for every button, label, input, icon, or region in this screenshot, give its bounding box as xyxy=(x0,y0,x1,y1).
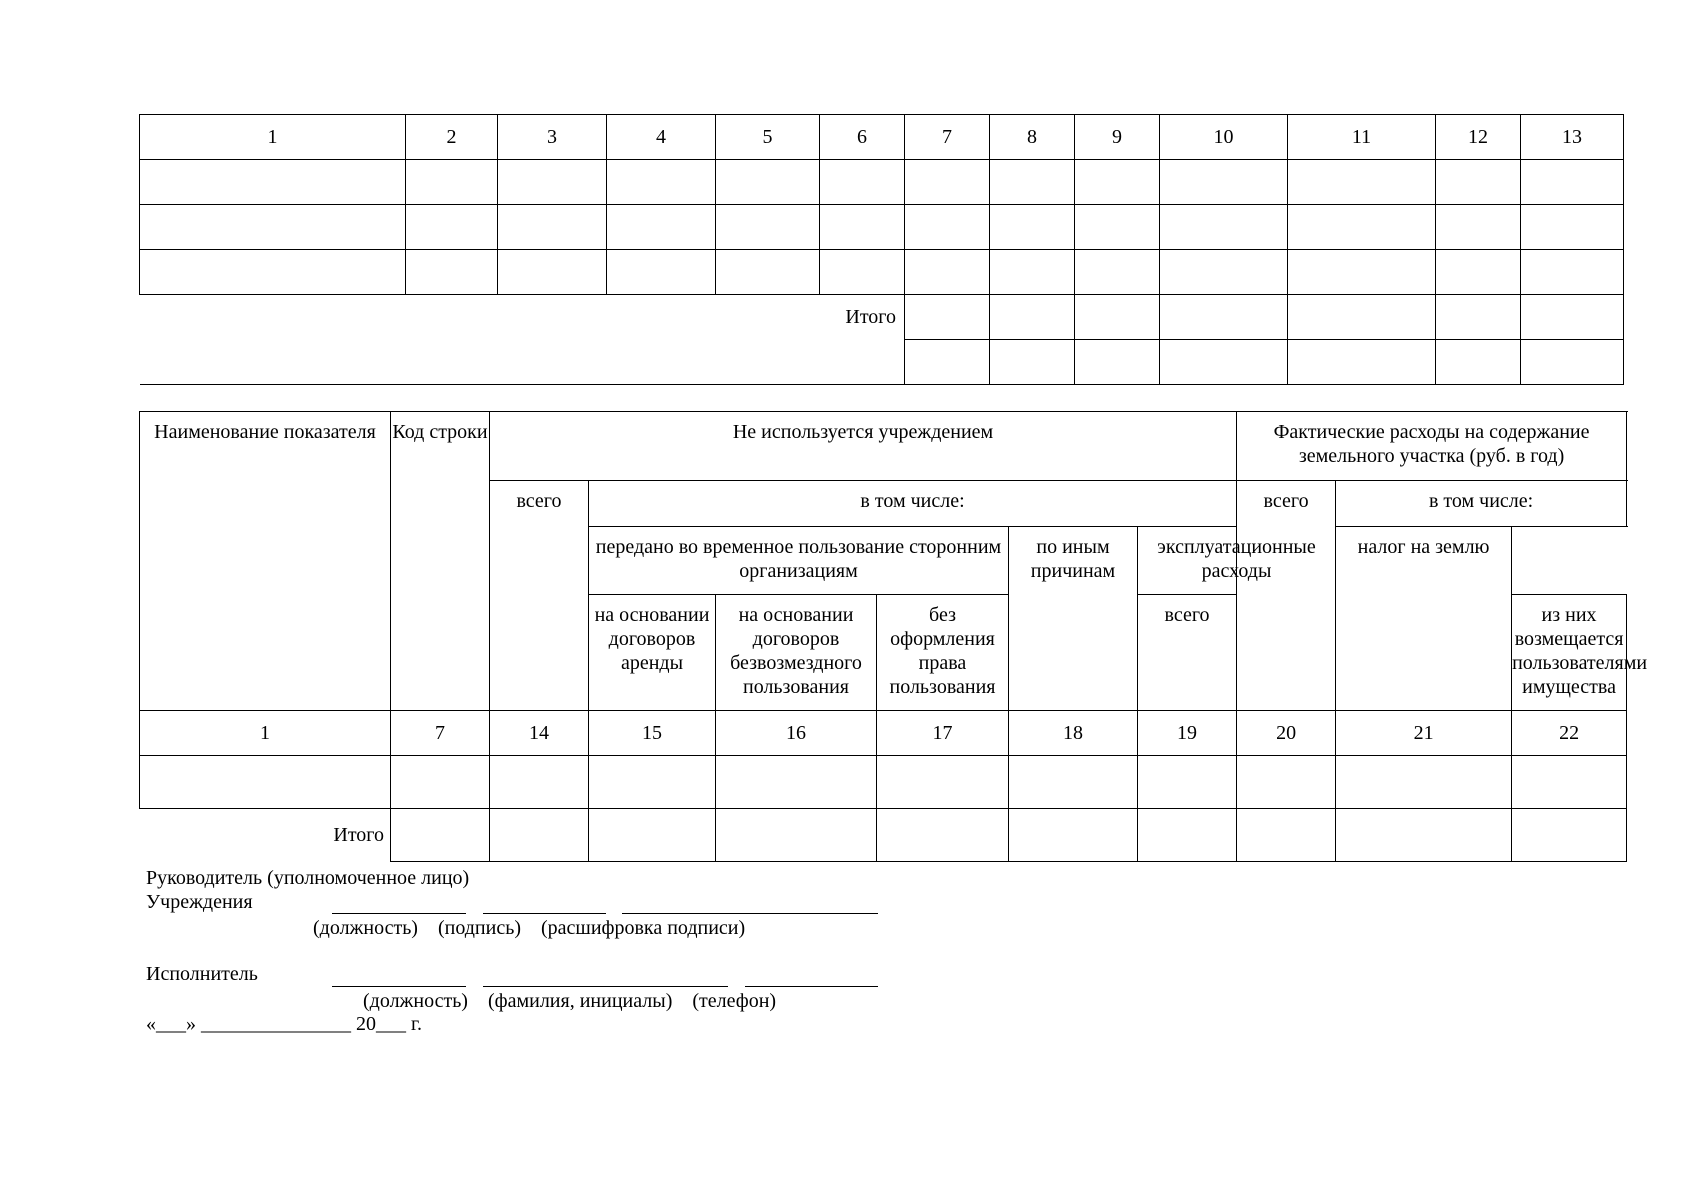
table-cell[interactable] xyxy=(820,160,905,205)
table-cell[interactable] xyxy=(607,205,716,250)
executor-position-line[interactable] xyxy=(332,986,466,987)
col-number: 1 xyxy=(140,711,391,756)
table-cell[interactable] xyxy=(140,756,391,809)
total-label: Итого xyxy=(333,824,384,847)
table-cell[interactable] xyxy=(1138,756,1237,809)
col-number: 12 xyxy=(1436,115,1521,160)
table-cell[interactable] xyxy=(905,160,990,205)
table-cell[interactable] xyxy=(1009,756,1138,809)
table-cell[interactable] xyxy=(406,205,498,250)
table-cell[interactable] xyxy=(140,160,406,205)
col-number: 22 xyxy=(1512,711,1627,756)
table-row xyxy=(140,160,1624,205)
table-cell[interactable] xyxy=(1288,205,1436,250)
head-position-line[interactable] xyxy=(332,913,466,914)
head-captions: (должность) (подпись) (расшифровка подписи) xyxy=(313,917,746,939)
total-cell[interactable] xyxy=(905,295,990,340)
col-number: 21 xyxy=(1336,711,1512,756)
table-cell[interactable] xyxy=(490,756,589,809)
upper-table xyxy=(139,114,1624,385)
col-number: 3 xyxy=(498,115,607,160)
head-institution: Учреждения xyxy=(146,891,253,913)
table-cell[interactable] xyxy=(1436,160,1521,205)
header-operating-expenses: эксплуатационные расходы xyxy=(1138,527,1336,595)
total-row xyxy=(140,809,1627,862)
date-line: «___» _______________ 20___ г. xyxy=(146,1013,422,1035)
table-cell[interactable] xyxy=(1237,756,1336,809)
total-cell[interactable] xyxy=(1521,295,1624,340)
col-number: 10 xyxy=(1160,115,1288,160)
col-number: 2 xyxy=(406,115,498,160)
col-number: 19 xyxy=(1138,711,1237,756)
table-cell[interactable] xyxy=(716,160,820,205)
total-cell[interactable] xyxy=(1436,340,1521,385)
table-cell[interactable] xyxy=(140,250,406,295)
total-cell[interactable] xyxy=(1075,340,1160,385)
col-number: 6 xyxy=(820,115,905,160)
column-number-row xyxy=(140,711,1627,756)
header-unused: Не используется учреждением xyxy=(490,412,1237,481)
header-total: всего xyxy=(1237,481,1336,711)
header-indicator-name: Наименование показателя xyxy=(140,412,391,711)
table-cell[interactable] xyxy=(1436,250,1521,295)
table-cell[interactable] xyxy=(498,205,607,250)
header-row-code: Код строки xyxy=(391,412,490,711)
total-label: Итого xyxy=(845,306,896,329)
col-number: 5 xyxy=(716,115,820,160)
total-cell[interactable] xyxy=(490,809,589,862)
col-number: 4 xyxy=(607,115,716,160)
table-cell[interactable] xyxy=(1075,160,1160,205)
header-land-tax: налог на землю xyxy=(1336,527,1512,711)
col-number: 20 xyxy=(1237,711,1336,756)
header-free-use: на основании договоров безвозмездного пользования xyxy=(716,595,877,711)
col-number: 9 xyxy=(1075,115,1160,160)
header-op-total: всего xyxy=(1138,595,1237,711)
table-cell[interactable] xyxy=(1512,756,1627,809)
table-cell[interactable] xyxy=(716,250,820,295)
total-cell[interactable] xyxy=(1288,340,1436,385)
header-row-1 xyxy=(140,412,1627,481)
table-cell[interactable] xyxy=(498,250,607,295)
table-cell[interactable] xyxy=(905,250,990,295)
total-cell[interactable] xyxy=(1436,295,1521,340)
table-cell[interactable] xyxy=(1160,205,1288,250)
header-reimbursed: из них возмещается пользователями имущества xyxy=(1512,595,1627,711)
executor-name-line[interactable] xyxy=(483,986,728,987)
table-cell[interactable] xyxy=(140,205,406,250)
table-cell[interactable] xyxy=(1075,205,1160,250)
table-cell[interactable] xyxy=(1160,250,1288,295)
table-cell[interactable] xyxy=(990,250,1075,295)
col-number: 18 xyxy=(1009,711,1138,756)
col-number: 17 xyxy=(877,711,1009,756)
table-cell[interactable] xyxy=(498,160,607,205)
table-cell[interactable] xyxy=(1521,160,1624,205)
table-cell[interactable] xyxy=(905,205,990,250)
table-cell[interactable] xyxy=(820,205,905,250)
total-cell[interactable] xyxy=(1138,809,1237,862)
header-no-docs: без оформления права пользования xyxy=(877,595,1009,711)
head-title: Руководитель (уполномоченное лицо) xyxy=(146,867,470,889)
head-name-line[interactable] xyxy=(622,913,878,914)
total-cell[interactable] xyxy=(1075,295,1160,340)
table-cell[interactable] xyxy=(716,756,877,809)
table-row xyxy=(140,205,1624,250)
executor-phone-line[interactable] xyxy=(745,986,878,987)
col-number: 8 xyxy=(990,115,1075,160)
total-cell[interactable] xyxy=(905,340,990,385)
table-cell[interactable] xyxy=(1160,160,1288,205)
header-other-reasons: по иным причинам xyxy=(1009,527,1138,711)
table-cell[interactable] xyxy=(1521,250,1624,295)
table-cell[interactable] xyxy=(1288,160,1436,205)
executor-captions: (должность) (фамилия, инициалы) (телефон) xyxy=(363,990,777,1012)
total-cell[interactable] xyxy=(1288,295,1436,340)
total-row xyxy=(140,295,1624,340)
executor-label: Исполнитель xyxy=(146,963,258,985)
header-including: в том числе: xyxy=(589,481,1237,527)
total-cell[interactable] xyxy=(391,809,490,862)
lower-table xyxy=(139,411,1648,862)
header-total: всего xyxy=(490,481,589,711)
total-cell[interactable] xyxy=(1521,340,1624,385)
table-cell[interactable] xyxy=(1521,205,1624,250)
head-signature-line[interactable] xyxy=(483,913,606,914)
bottom-rule xyxy=(140,340,905,385)
total-cell[interactable] xyxy=(1160,340,1288,385)
col-number: 7 xyxy=(391,711,490,756)
table-cell[interactable] xyxy=(607,160,716,205)
header-expenses: Фактические расходы на содержание земельного участка (руб. в год) xyxy=(1237,412,1627,481)
header-transferred: передано во временное пользование сторонним организациям xyxy=(589,527,1009,595)
table-row xyxy=(140,250,1624,295)
table-row xyxy=(140,756,1627,809)
table-cell[interactable] xyxy=(1075,250,1160,295)
total-cell[interactable] xyxy=(877,809,1009,862)
total-cell[interactable] xyxy=(1160,295,1288,340)
table-cell[interactable] xyxy=(589,756,716,809)
table-cell[interactable] xyxy=(990,205,1075,250)
col-number: 15 xyxy=(589,711,716,756)
total-cell[interactable] xyxy=(1009,809,1138,862)
table-cell[interactable] xyxy=(406,250,498,295)
total-row-2 xyxy=(140,340,1624,385)
header-including: в том числе: xyxy=(1336,481,1627,527)
col-number: 14 xyxy=(490,711,589,756)
table-cell[interactable] xyxy=(406,160,498,205)
table-cell[interactable] xyxy=(990,160,1075,205)
total-cell[interactable] xyxy=(990,295,1075,340)
table-cell[interactable] xyxy=(1336,756,1512,809)
table-cell[interactable] xyxy=(1288,250,1436,295)
table-cell[interactable] xyxy=(820,250,905,295)
col-number: 13 xyxy=(1521,115,1624,160)
col-number: 1 xyxy=(140,115,406,160)
total-cell[interactable] xyxy=(1512,809,1627,862)
table-cell[interactable] xyxy=(607,250,716,295)
table-cell[interactable] xyxy=(877,756,1009,809)
col-number: 11 xyxy=(1288,115,1436,160)
column-number-row xyxy=(140,115,1624,160)
table-cell[interactable] xyxy=(1436,205,1521,250)
total-cell[interactable] xyxy=(589,809,716,862)
header-lease: на основании договоров аренды xyxy=(589,595,716,711)
table-cell[interactable] xyxy=(391,756,490,809)
col-number: 16 xyxy=(716,711,877,756)
total-cell[interactable] xyxy=(716,809,877,862)
table-cell[interactable] xyxy=(716,205,820,250)
total-cell[interactable] xyxy=(1336,809,1512,862)
total-cell[interactable] xyxy=(1237,809,1336,862)
total-cell[interactable] xyxy=(990,340,1075,385)
col-number: 7 xyxy=(905,115,990,160)
